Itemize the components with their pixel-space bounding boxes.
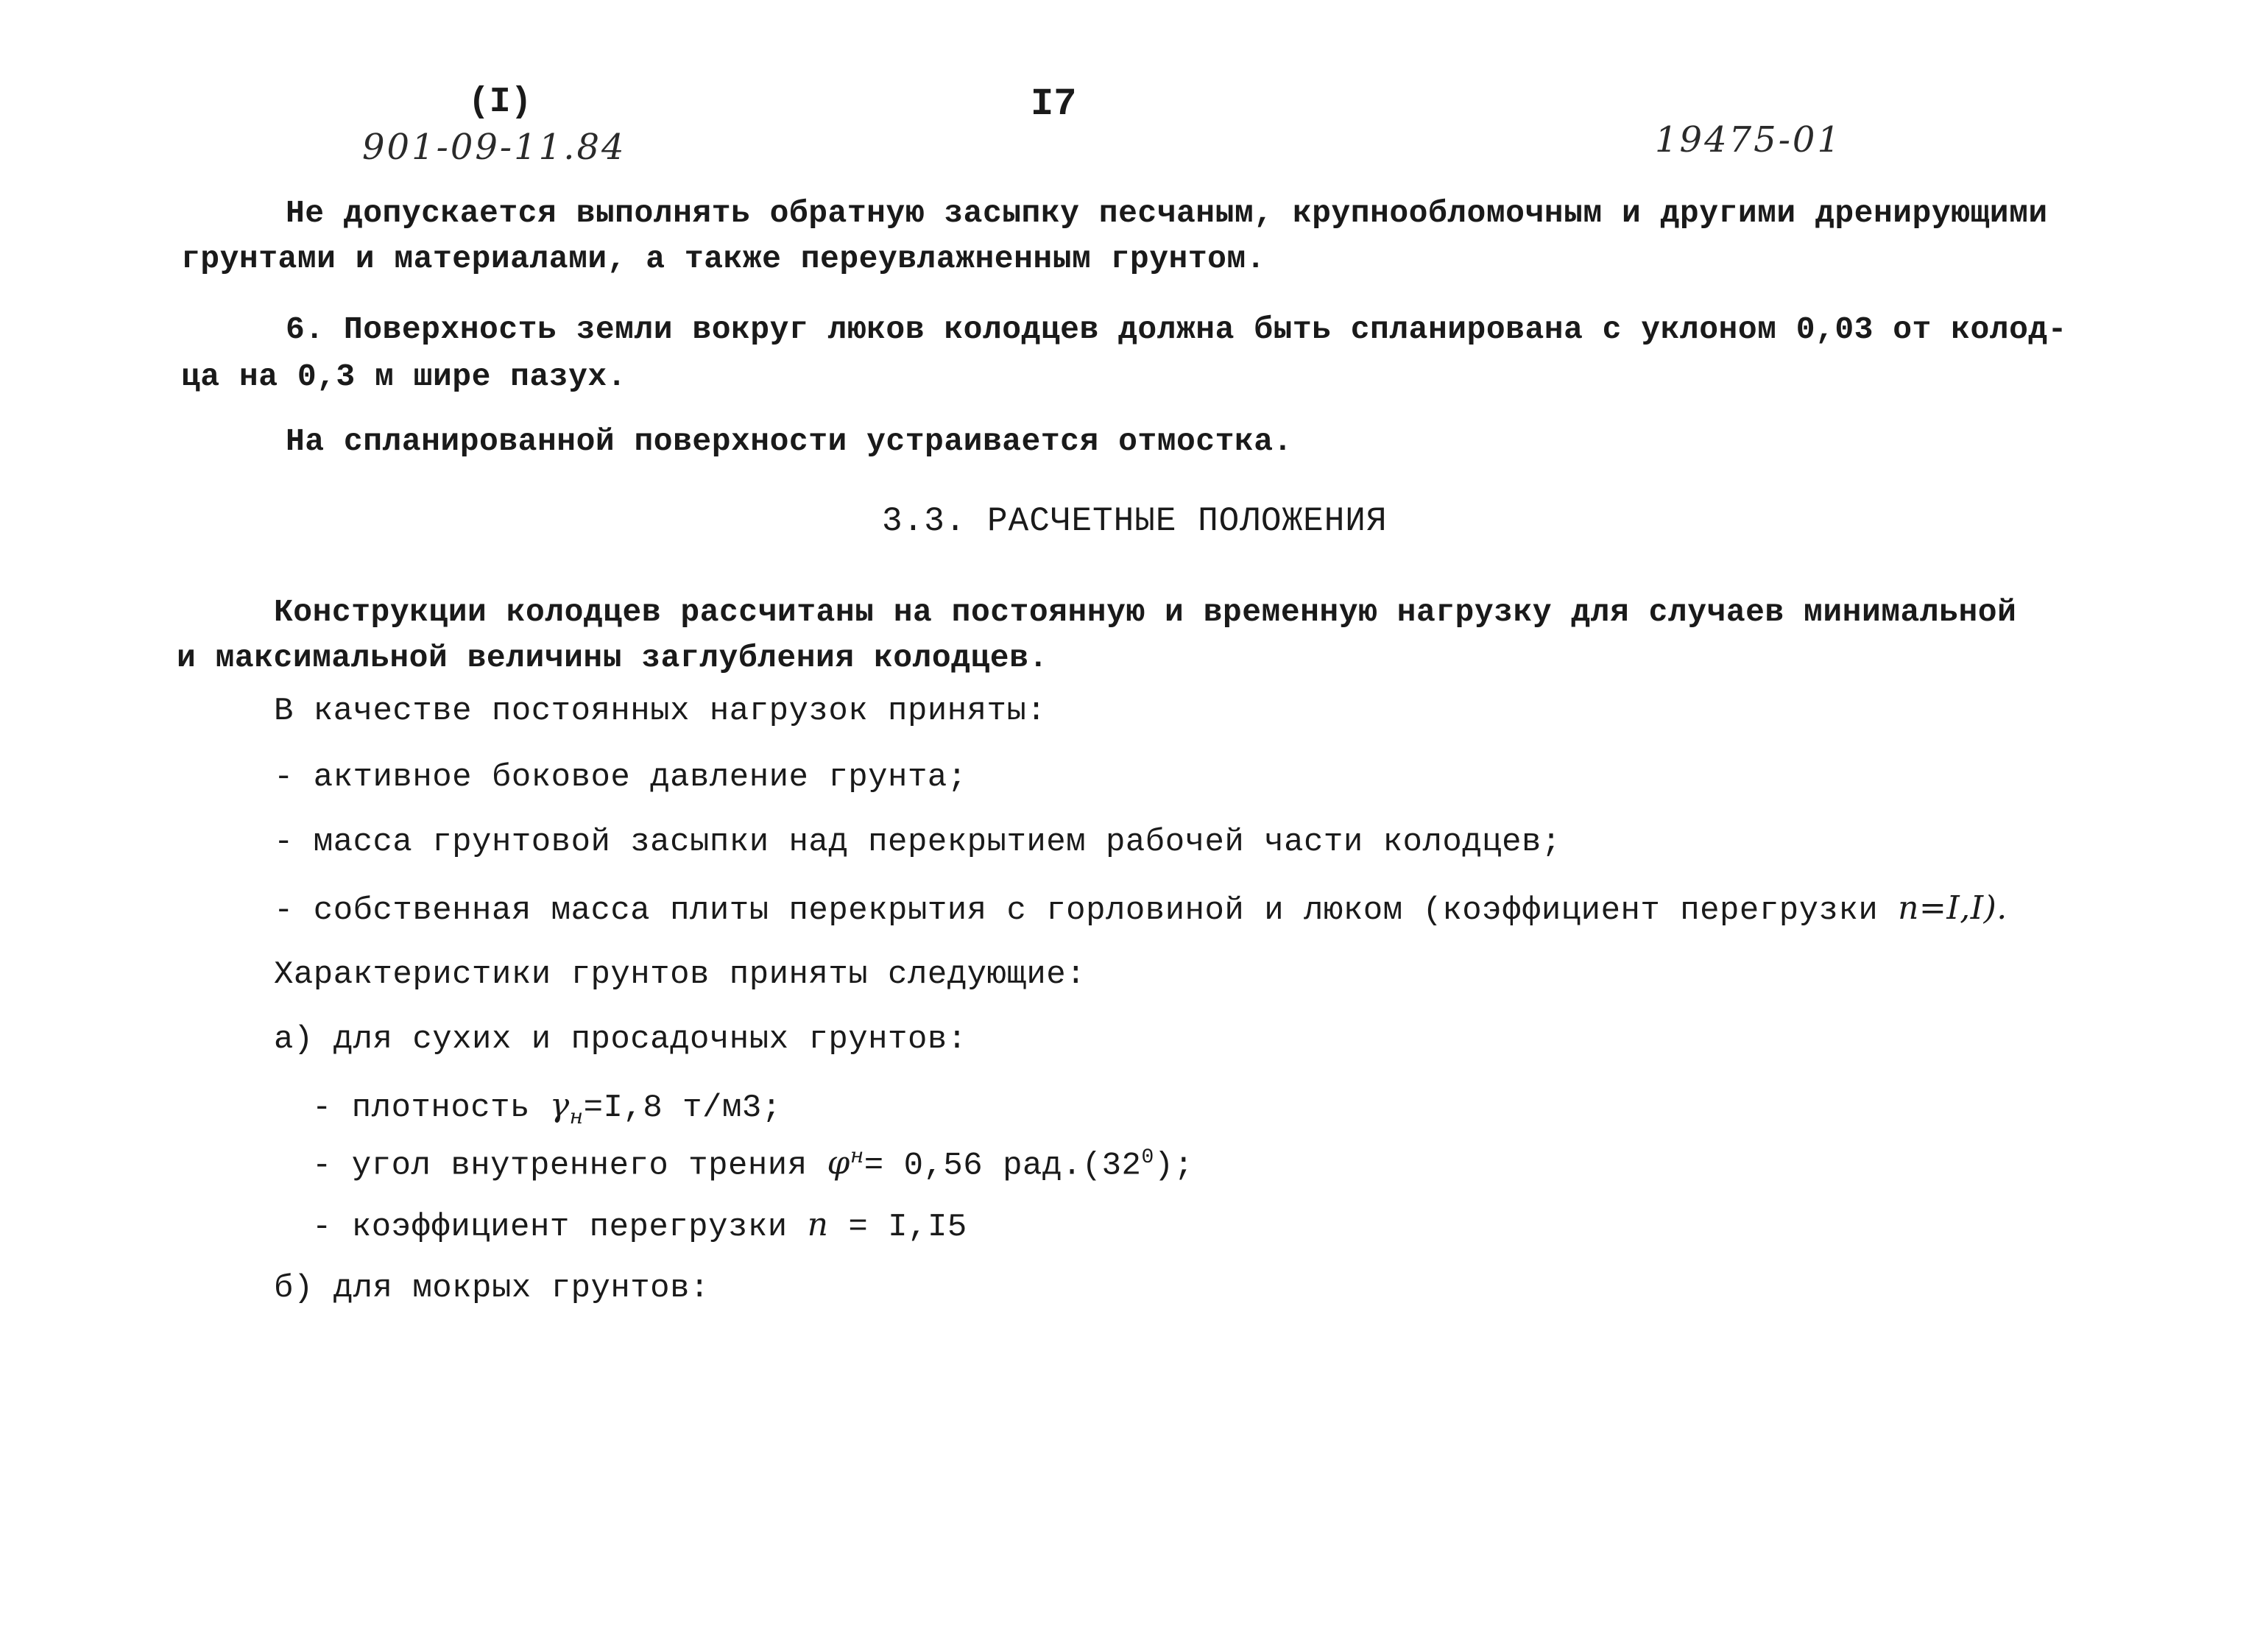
list-item [312,1204,967,1248]
list-item: - масса грунтовой засыпки над перекрытием рабочей части колодцев; [274,824,1561,861]
list-item [312,1135,1194,1187]
section-title: 3.3. РАСЧЕТНЫЕ ПОЛОЖЕНИЯ [882,502,1388,540]
list-item-text: - плотность [312,1090,550,1126]
value-end: ); [1154,1147,1194,1185]
subscript: н [569,1104,584,1129]
list-item [312,1085,782,1137]
sheet-marker: (I) [468,82,532,122]
paragraph-line: Характеристики грунтов приняты следующие: [274,956,1087,993]
list-item-text: - угол внутреннего трения [312,1147,827,1185]
list-item-text: - коэффициент перегрузки [312,1209,808,1246]
list-item [274,888,2007,931]
list-item-text: - собственная масса плиты перекрытия с горловиной и люком (коэффициент перегрузки [274,892,1899,929]
inv-number-handwritten: 19475-01 [1655,119,1842,160]
n-symbol: n [807,1206,829,1243]
list-item: а) для сухих и просадочных грунтов: [274,1021,967,1058]
paragraph-line: Конструкции колодцев рассчитаны на постоянную и временную нагрузку для случаев минимальной [274,594,2017,630]
paragraph-line: В качестве постоянных нагрузок приняты: [274,693,1047,730]
superscript: н [850,1143,864,1168]
list-item: б) для мокрых грунтов: [274,1270,710,1307]
paragraph-line: и максимальной величины заглубления колодцев. [177,640,1048,676]
paragraph-line: Не допускается выполнять обратную засыпку песчаным, крупнообломочным и другими дренирующими [286,195,2048,231]
gamma-symbol: γ [549,1087,570,1124]
value: = 0,56 рад.(32 [864,1147,1142,1185]
paragraph-line: 6. Поверхность земли вокруг люков колодцев должна быть спланирована с уклоном 0,03 от колод- [286,311,2067,347]
value: =I,8 т/м3; [583,1090,782,1126]
value: = I,I5 [828,1209,967,1246]
paragraph-line: ца на 0,3 м шире пазух. [181,359,626,395]
page-number: I7 [1031,82,1077,126]
paragraph-line: грунтами и материалами, а также переувлажненным грунтом. [181,241,1266,277]
paragraph-line: На спланированной поверхности устраивается отмостка. [286,423,1293,459]
list-item: - активное боковое давление грунта; [274,759,967,796]
doc-code-handwritten: 901-09-11.84 [362,127,626,168]
phi-symbol: φ [827,1144,850,1182]
formula: n=I,I). [1898,889,2007,927]
degree-superscript: 0 [1141,1146,1154,1169]
